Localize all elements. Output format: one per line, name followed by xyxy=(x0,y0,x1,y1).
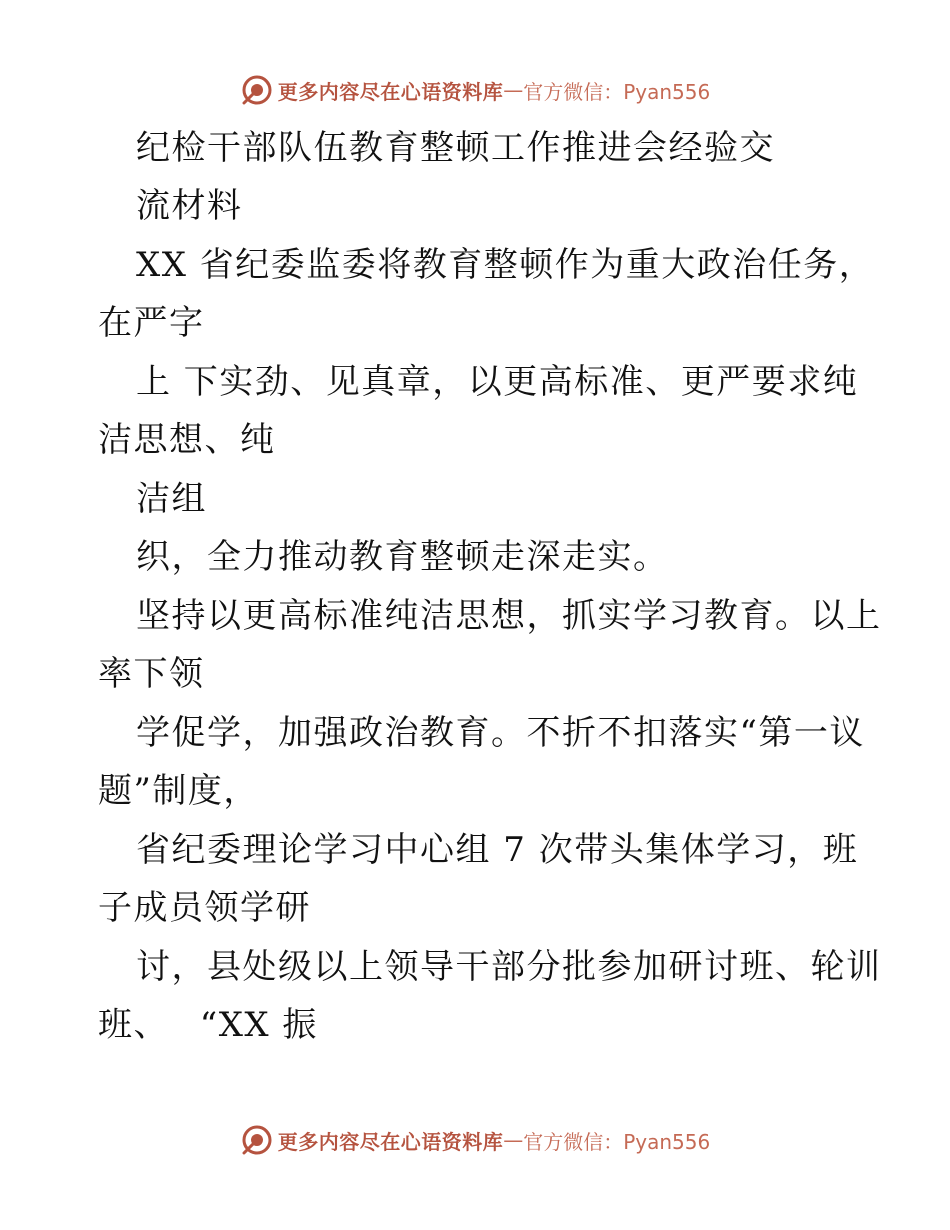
doc-line: 题”制度， xyxy=(98,771,259,811)
doc-line: 坚持以更高标准纯洁思想，抓实学习教育。以上 xyxy=(136,596,882,636)
doc-line-title-1: 纪检干部队伍教育整顿工作推进会经验交 xyxy=(136,128,775,168)
watermark-banner-top xyxy=(0,68,950,112)
watermark-wechat-text: 官方微信：Pyan556 xyxy=(523,79,711,104)
watermark-wechat-text: 官方微信：Pyan556 xyxy=(523,1129,711,1154)
watermark-site-text: 更多内容尽在心语资料库 xyxy=(277,1129,504,1154)
doc-line: 上 下实劲、见真章，以更高标准、更严要求纯 xyxy=(136,362,859,402)
pen-logo-icon xyxy=(240,1123,274,1157)
doc-line: 洁思想、纯 xyxy=(98,420,276,460)
pen-logo-icon xyxy=(240,73,274,107)
doc-line: 学促学，加强政治教育。不折不扣落实“第一议 xyxy=(136,713,865,753)
watermark-banner-bottom xyxy=(0,1118,950,1162)
doc-line: 班、 “XX 振 xyxy=(98,1005,318,1045)
doc-line: 在严字 xyxy=(98,303,205,343)
watermark-dash: — xyxy=(503,1128,524,1152)
doc-line: 讨，县处级以上领导干部分批参加研讨班、轮训 xyxy=(136,947,882,987)
doc-line: 率下领 xyxy=(98,654,205,694)
watermark-dash: — xyxy=(503,78,524,102)
doc-line: 省纪委理论学习中心组 7 次带头集体学习，班 xyxy=(136,830,859,870)
watermark-site-text: 更多内容尽在心语资料库 xyxy=(277,79,504,104)
doc-line-title-2: 流材料 xyxy=(136,186,243,226)
doc-line: 子成员领学研 xyxy=(98,888,311,928)
doc-line: XX 省纪委监委将教育整顿作为重大政治任务， xyxy=(136,245,875,285)
doc-line: 洁组 xyxy=(136,479,207,519)
doc-line: 织，全力推动教育整顿走深走实。 xyxy=(136,537,669,577)
